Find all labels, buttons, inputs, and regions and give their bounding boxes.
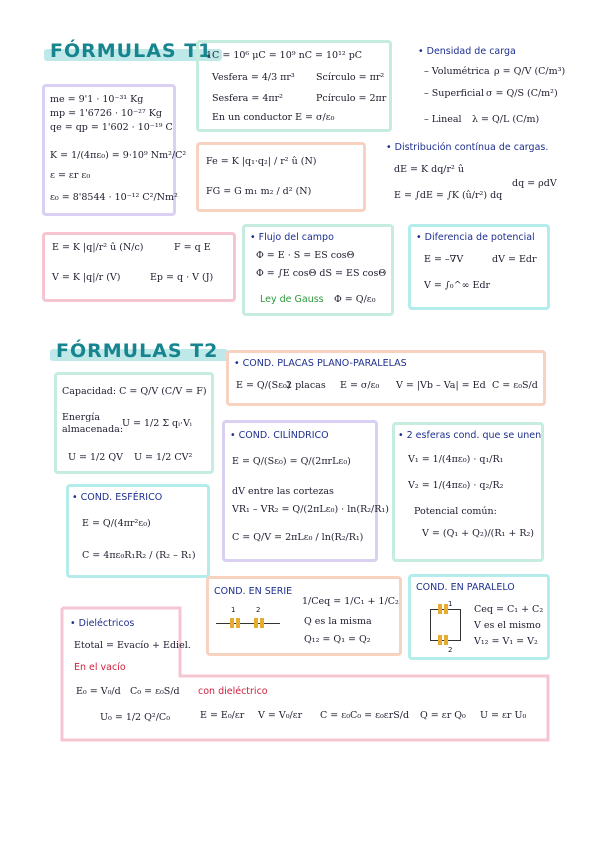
cyl-l4: C = Q/V = 2πLε₀ / ln(R₂/R₁) bbox=[232, 532, 364, 543]
density-vol-formula: ρ = Q/V (C/m³) bbox=[494, 66, 566, 77]
spheres-box bbox=[392, 422, 544, 562]
capacity-l3: U = 1/2 QV bbox=[68, 452, 123, 463]
parallel-wire-right bbox=[460, 609, 461, 641]
dielectric-l1: Etotal = Evacío + Ediel. bbox=[74, 640, 191, 651]
units-line3: Sesfera = 4πr² bbox=[212, 93, 283, 104]
const-k: K = 1/(4πε₀) = 9·10⁹ Nm²/C² bbox=[50, 150, 187, 161]
units-line1: 1C = 10⁶ μC = 10⁹ nC = 10¹² pC bbox=[206, 50, 363, 61]
dielectric-q: Q = εr Q₀ bbox=[420, 710, 466, 721]
spherical-head: • COND. ESFÉRICO bbox=[72, 492, 163, 503]
capacity-l2f: U = 1/2 Σ qᵢ·Vᵢ bbox=[122, 418, 192, 429]
series-cap2-b bbox=[260, 618, 264, 628]
force-electric: Fe = K |q₁·q₂| / r² û (N) bbox=[206, 156, 317, 167]
parallel-l1: Ceq = C₁ + C₂ bbox=[474, 604, 544, 615]
parallel-wire-left bbox=[430, 609, 431, 641]
parallel-head: COND. EN PARALELO bbox=[416, 582, 515, 593]
density-sup-formula: σ = Q/S (C/m²) bbox=[486, 88, 558, 99]
plates-l1d: V = |Vb – Va| = Ed bbox=[396, 380, 486, 391]
const-qe: qe = qp = 1'602 · 10⁻¹⁹ C bbox=[50, 122, 173, 133]
title-t1: FÓRMULAS T1 bbox=[44, 40, 218, 62]
dielectric-v: V = V₀/εr bbox=[258, 710, 303, 721]
parallel-cap2-a bbox=[438, 635, 442, 645]
series-l1: 1/Ceq = 1/C₁ + 1/C₂ bbox=[302, 596, 399, 607]
potential-head: • Diferencia de potencial bbox=[416, 232, 535, 243]
flux-gauss-formula: Φ = Q/ε₀ bbox=[334, 294, 376, 305]
spheres-v1: V₁ = 1/(4πε₀) · q₁/R₁ bbox=[408, 454, 504, 465]
units-line4: En un conductor E = σ/ε₀ bbox=[212, 112, 335, 123]
dielectric-c0: C₀ = ε₀S/d bbox=[130, 686, 180, 697]
capacity-l2a: Energía bbox=[62, 412, 100, 423]
dielectric-head: • Dieléctricos bbox=[70, 618, 135, 629]
series-cap2-a bbox=[254, 618, 258, 628]
spheres-pot: Potencial común: bbox=[414, 506, 497, 517]
const-eps0: ε₀ = 8'8544 · 10⁻¹² C²/Nm² bbox=[50, 192, 178, 203]
plates-head: • COND. PLACAS PLANO-PARALELAS bbox=[234, 358, 407, 369]
cyl-l1: E = Q/(Sε₀) = Q/(2πrLε₀) bbox=[232, 456, 351, 467]
series-n1: 1 bbox=[231, 606, 236, 614]
title-t2: FÓRMULAS T2 bbox=[50, 340, 224, 362]
plates-l1: E = Q/(Sε₀) bbox=[236, 380, 291, 391]
density-lin: – Lineal bbox=[424, 114, 462, 125]
density-sup: – Superficial bbox=[424, 88, 485, 99]
field-f: F = q E bbox=[174, 242, 211, 253]
spherical-e: E = Q/(4πr²ε₀) bbox=[82, 518, 151, 529]
series-wire bbox=[216, 623, 280, 624]
plates-l1b: 2 placas bbox=[286, 380, 326, 391]
series-head: COND. EN SERIE bbox=[214, 586, 293, 597]
dielectric-with: con dieléctrico bbox=[198, 686, 268, 697]
potential-l1b: dV = Edr bbox=[492, 254, 537, 265]
dielectric-u: U = εr U₀ bbox=[480, 710, 527, 721]
potential-l2: V = ∫₀^∞ Edr bbox=[424, 280, 491, 291]
continuous-head: • Distribución contínua de cargas. bbox=[386, 142, 549, 153]
dielectric-vacuum: En el vacío bbox=[74, 662, 126, 673]
flux-l2: Φ = ∫E cosΘ dS = ES cosΘ bbox=[256, 268, 387, 279]
capacity-l1: Capacidad: C = Q/V (C/V = F) bbox=[62, 386, 207, 397]
force-gravity: FG = G m₁ m₂ / d² (N) bbox=[206, 186, 312, 197]
density-lin-formula: λ = Q/L (C/m) bbox=[472, 114, 540, 125]
parallel-l2: V es el mismo bbox=[474, 620, 541, 631]
cyl-l2: dV entre las cortezas bbox=[232, 486, 334, 497]
cyl-l3: VR₁ – VR₂ = Q/(2πLε₀) · ln(R₂/R₁) bbox=[232, 504, 389, 515]
capacity-l3b: U = 1/2 CV² bbox=[134, 452, 193, 463]
dielectric-e0: E₀ = V₀/d bbox=[76, 686, 121, 697]
series-n2: 2 bbox=[256, 606, 261, 614]
flux-head: • Flujo del campo bbox=[250, 232, 334, 243]
continuous-dq: dq = ρdV bbox=[512, 178, 557, 189]
dielectric-e: E = E₀/εr bbox=[200, 710, 245, 721]
const-me: me = 9'1 · 10⁻³¹ Kg bbox=[50, 94, 144, 105]
parallel-cap2-b bbox=[444, 635, 448, 645]
series-l2: Q es la misma bbox=[304, 616, 372, 627]
series-cap1-b bbox=[236, 618, 240, 628]
units-line2b: Scírculo = πr² bbox=[316, 72, 385, 83]
field-v: V = K |q|/r (V) bbox=[52, 272, 121, 283]
plates-l1e: C = ε₀S/d bbox=[492, 380, 538, 391]
capacity-l2b: almacenada: bbox=[62, 424, 124, 435]
spheres-v2: V₂ = 1/(4πε₀) · q₂/R₂ bbox=[408, 480, 504, 491]
forces-box bbox=[196, 142, 366, 212]
spheres-v: V = (Q₁ + Q₂)/(R₁ + R₂) bbox=[422, 528, 535, 539]
units-line2: Vesfera = 4/3 πr³ bbox=[212, 72, 295, 83]
parallel-n2: 2 bbox=[448, 646, 453, 654]
spheres-head: • 2 esferas cond. que se unen bbox=[398, 430, 542, 441]
flux-gauss: Ley de Gauss bbox=[260, 294, 324, 305]
units-line3b: Pcírculo = 2πr bbox=[316, 93, 387, 104]
continuous-e: E = ∫dE = ∫K (û/r²) dq bbox=[394, 190, 503, 201]
parallel-n1: 1 bbox=[448, 600, 453, 608]
series-cap1-a bbox=[230, 618, 234, 628]
plates-l1c: E = σ/ε₀ bbox=[340, 380, 380, 391]
parallel-cap1-a bbox=[438, 604, 442, 614]
density-vol: – Volumétrica bbox=[424, 66, 490, 77]
const-eps: ε = εr ε₀ bbox=[50, 170, 91, 181]
series-l3: Q₁₂ = Q₁ = Q₂ bbox=[304, 634, 371, 645]
density-head: • Densidad de carga bbox=[418, 46, 516, 57]
dielectric-u0: U₀ = 1/2 Q²/C₀ bbox=[100, 712, 170, 723]
potential-l1: E = –∇V bbox=[424, 254, 464, 265]
dielectric-c: C = ε₀C₀ = ε₀εrS/d bbox=[320, 710, 410, 721]
parallel-cap1-b bbox=[444, 604, 448, 614]
spherical-c: C = 4πε₀R₁R₂ / (R₂ – R₁) bbox=[82, 550, 196, 561]
field-ep: Ep = q · V (J) bbox=[150, 272, 214, 283]
cyl-head: • COND. CILÍNDRICO bbox=[230, 430, 329, 441]
field-e: E = K |q|/r² û (N/c) bbox=[52, 242, 144, 253]
continuous-de: dE = K dq/r² û bbox=[394, 164, 464, 175]
const-mp: mp = 1'6726 · 10⁻²⁷ Kg bbox=[50, 108, 162, 119]
parallel-l3: V₁₂ = V₁ = V₂ bbox=[474, 636, 538, 647]
flux-l1: Φ = E · S = ES cosΘ bbox=[256, 250, 355, 261]
